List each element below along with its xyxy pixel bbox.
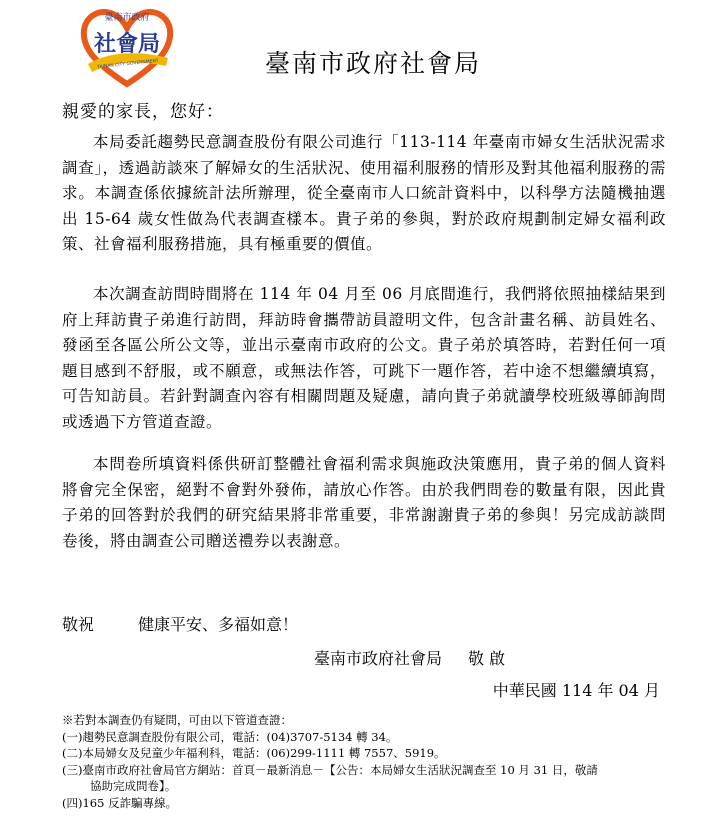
notes-item: (三)臺南市政府社會局官方網站：首頁－最新消息－【公告：本局婦女生活狀況調查至 10 月 31 日，敬請 — [62, 762, 598, 777]
letter-date: 中華民國 114 年 04 月 — [492, 681, 660, 700]
signature-respect: 敬 啟 — [468, 649, 506, 668]
paragraph-2: 本次調查訪問時間將在 114 年 04 月至 06 月底間進行，我們將依照抽樣結果到府上拜訪貴子弟進行訪問，拜訪時會攜帶訪員證明文件，包含計畫名稱、訪員姓名、發函至各區公所公文等，並出示臺南市政府的公文。貴子弟於填答時，若對任何一項題目感到不舒服，或不願意，或無法作答，可跳下一題作答，若中途不想繼續填寫，可告知訪員。若針對調查內容有相關問題及疑慮，請向貴子弟就讀學校班級導師詢問或透過下方管道查證。 — [62, 285, 666, 431]
paragraph-1: 本局委託趨勢民意調查股份有限公司進行「113-114 年臺南市婦女生活狀況需求調查」，透過訪談來了解婦女的生活狀況、使用福利服務的情形及對其他福利服務的需求。本調查係依據統計法所辦理，從全臺南市人口統計資料中，以科學方法隨機抽選出 15-64 歲女性做為代表調查樣本。貴子弟的參與，對於政府規劃制定婦女福利政策、社會福利服務措施，具有極重要的價值。 — [62, 133, 666, 253]
closing-line — [62, 612, 298, 635]
notes-item: (一)趨勢民意調查股份有限公司，電話：(04)3707-5134 轉 34。 — [62, 729, 398, 744]
notes-item: (二)本局婦女及兒童少年福利科，電話：(06)299-1111 轉 7557、5919。 — [62, 746, 446, 760]
notes-heading: ※若對本調查仍有疑問，可由以下管道查證： — [62, 713, 292, 727]
logo-main-text: 社會局 — [93, 31, 161, 57]
closing-wish: 健康平安、多福如意！ — [138, 615, 299, 634]
page-title: 臺南市政府社會局 — [264, 49, 481, 78]
notes-item-continuation: 協助完成問卷】。 — [90, 779, 177, 793]
closing-salute: 敬祝 — [62, 615, 95, 634]
logo-top-text: 臺南市政府 — [104, 13, 150, 23]
notes-item: (四)165 反詐騙專線。 — [62, 795, 178, 810]
logo-english-text: TAINAN CITY GOVERNMENT — [97, 58, 159, 71]
signature — [314, 646, 505, 669]
paragraph-3: 本問卷所填資料係供研訂整體社會福利需求與施政決策應用，貴子弟的個人資料將會完全保密，絕對不會對外發佈，請放心作答。由於我們問卷的數量有限，因此貴子弟的回答對於我們的研究結果將非常重要，非常謝謝貴子弟的參與！另完成訪談問卷後，將由調查公司贈送禮券以表謝意。 — [62, 455, 666, 550]
greeting: 親愛的家長，您好： — [62, 102, 224, 122]
notes-section — [62, 712, 672, 811]
signature-org: 臺南市政府社會局 — [314, 649, 443, 668]
